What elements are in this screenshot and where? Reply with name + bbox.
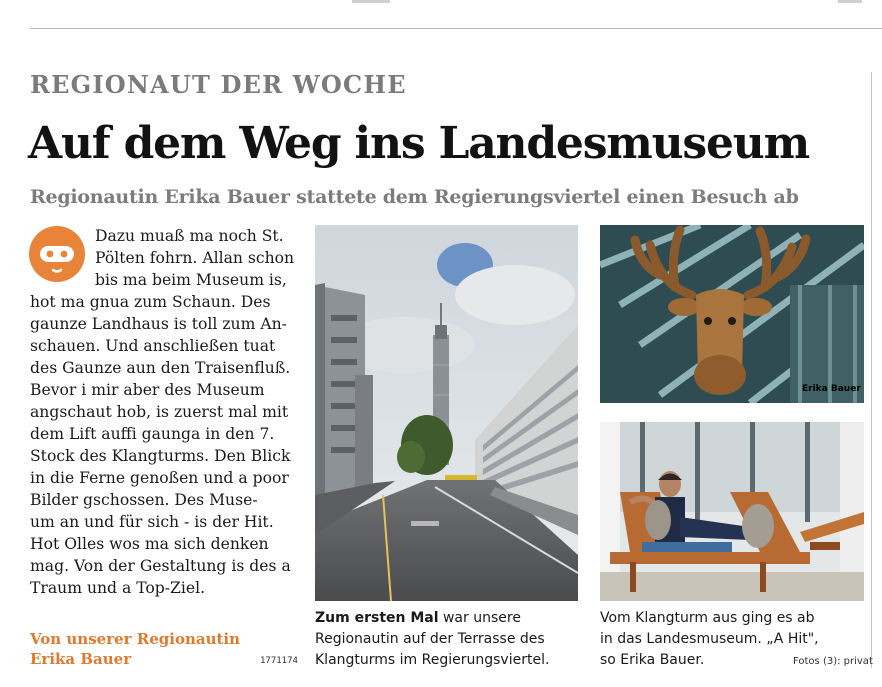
headline: Auf dem Weg ins Landesmuseum xyxy=(28,118,809,169)
body-line: bis ma beim Museum is, xyxy=(95,271,287,289)
top-edge-mark xyxy=(352,0,390,3)
caption-right xyxy=(600,608,819,671)
body-line: Hot Olles wos ma sich denken xyxy=(30,535,269,553)
moose-photo xyxy=(600,225,864,403)
body-line: des Gaunze aun den Traisenfluß. xyxy=(30,359,291,377)
byline-line: Von unserer Regionautin xyxy=(30,630,241,648)
caption-lead: Zum ersten Mal xyxy=(315,610,439,626)
column-rule xyxy=(871,72,872,668)
caption-line: Klangturms im Regierungsviertel. xyxy=(315,652,550,668)
body-line: dem Lift auffi gaunga in den 7. xyxy=(30,425,275,443)
body-line: Bevor i mir aber des Museum xyxy=(30,381,265,399)
top-edge-mark xyxy=(838,0,862,3)
body-line: um an und für sich - is der Hit. xyxy=(30,513,274,531)
subheadline: Regionautin Erika Bauer stattete dem Regierungsviertel einen Besuch ab xyxy=(30,186,799,208)
caption-line: Vom Klangturm aus ging es ab xyxy=(600,610,815,626)
byline-name: Erika Bauer xyxy=(30,650,132,668)
caption-line: in das Landesmuseum. „A Hit", xyxy=(600,631,819,647)
terrace-photo xyxy=(600,422,864,601)
body-line: Dazu muaß ma noch St. xyxy=(95,227,284,245)
street-photo xyxy=(315,225,578,601)
body-line: schauen. Und anschließen tuat xyxy=(30,337,276,355)
body-line: in die Ferne genoßen und a poor xyxy=(30,469,289,487)
photo-credits: Fotos (3): privat xyxy=(793,656,873,667)
kicker: REGIONAUT DER WOCHE xyxy=(30,70,407,99)
body-line: Traum und a Top-Ziel. xyxy=(30,579,206,597)
body-line: hot ma gnua zum Schaun. Des xyxy=(30,293,271,311)
caption-line xyxy=(315,608,549,629)
caption-line: so Erika Bauer. xyxy=(600,652,705,668)
top-rule xyxy=(30,28,882,29)
caption-line: Regionautin auf der Terrasse des xyxy=(315,631,545,647)
caption-left xyxy=(315,608,549,671)
body-line: Stock des Klangturms. Den Blick xyxy=(30,447,291,465)
photo-credit: Erika Bauer xyxy=(802,384,861,394)
body-line: gaunze Landhaus is toll zum An- xyxy=(30,315,287,333)
article-code: 1771174 xyxy=(260,656,298,666)
byline xyxy=(30,629,240,669)
body-line: mag. Von der Gestaltung is des a xyxy=(30,557,291,575)
body-line: angschaut hob, is zuerst mal mit xyxy=(30,403,289,421)
body-line: Pölten fohrn. Allan schon xyxy=(95,249,295,267)
caption-text: war unsere xyxy=(438,610,521,626)
regionaut-logo-icon xyxy=(29,226,85,282)
body-line: Bilder gschossen. Des Muse- xyxy=(30,491,258,509)
